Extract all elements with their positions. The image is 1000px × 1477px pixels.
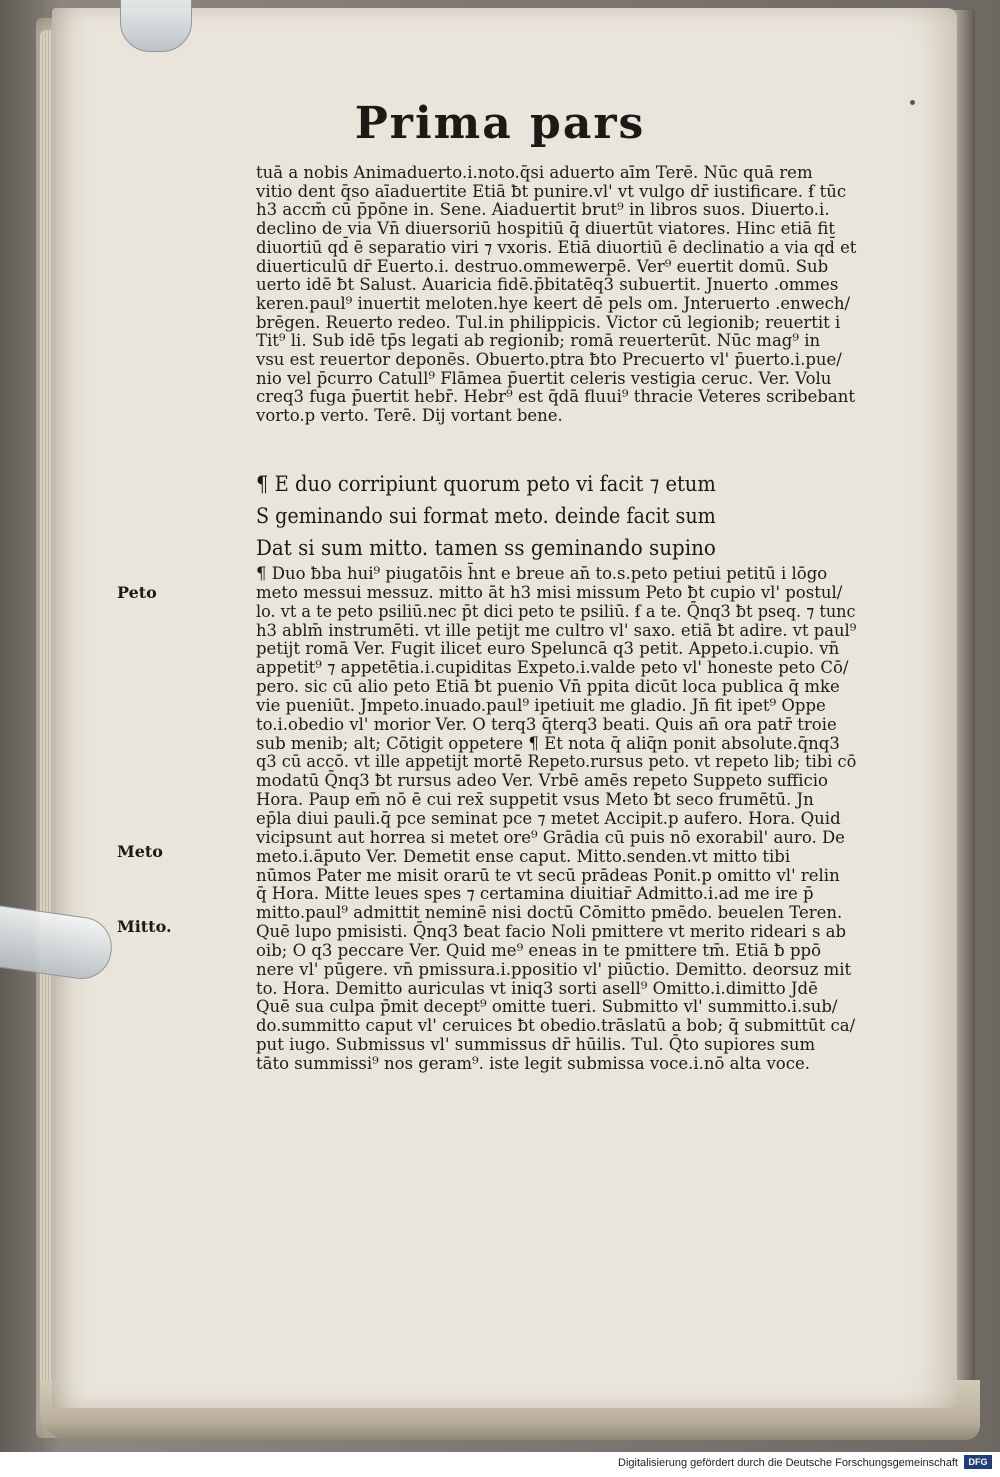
text-line: tuā a nobis Animaduerto.i.noto.q̄si aduerto aīm Terē. Nūc quā rem <box>256 163 813 182</box>
margin-note-peto: Peto <box>117 583 157 602</box>
text-line: ep̄la diui pauli.q̄ pce seminat pce ⁊ metet Accipit.p aufero. Hora. Quid <box>256 808 841 828</box>
text-line: put iugo. Submissus vl' summissus dr̄ hūilis. Tul. Q̄to supiores sum <box>256 1035 816 1055</box>
page-mark <box>910 100 915 105</box>
text-block-1 <box>256 164 856 426</box>
margin-note-mitto: Mitto. <box>117 917 172 936</box>
verse-line-3: Dat si sum mitto. tamen ss geminando supino <box>256 536 716 560</box>
text-line: nere vl' pūgere. vn̄ pmissura.i.ppositio vl' piūctio. Demitto. deorsuz mit <box>256 959 852 979</box>
text-line: vorto.p verto. Terē. Dij vortant bene. <box>256 406 563 426</box>
text-line: Tit⁹ li. Sub idē tp̄s legati ab regionib; romā reuerterūt. Nūc mag⁹ in <box>256 331 821 351</box>
text-line: tāto summissi⁹ nos geram⁹. iste legit submissa voce.i.nō alta voce. <box>256 1053 810 1073</box>
page-heading: Prima pars <box>354 98 646 149</box>
text-line: nio vel p̄curro Catull⁹ Flāmea p̄uertit celeris vestigia ceruc. Ver. Volu <box>256 368 832 388</box>
text-line: nūmos Pater me misit orarū te vt secū prādeas Ponit.p omitto vl' relin <box>256 865 840 885</box>
text-line: q̄ Hora. Mitte leues spes ⁊ certamina diuitiar̄ Admitto.i.ad me ire p̄ <box>256 884 814 904</box>
text-line: to. Hora. Demitto auriculas vt iniq3 sorti asell⁹ Omitto.i.dimitto Jdē <box>256 978 818 998</box>
text-line: meto.i.āputo Ver. Demetit ense caput. Mitto.senden.vt mitto tibi <box>256 846 791 866</box>
footer-credit: Digitalisierung gefördert durch die Deutsche Forschungsgemeinschaft <box>618 1457 958 1469</box>
text-line: diuerticulū dr̄ Euerto.i. destruo.ommewerpē. Ver⁹ euertit domū. Sub <box>256 256 829 276</box>
text-line: Quē lupo pmisisti. Q̄nq3 ƀeat facio Noli pmittere vt merito rideari s ab <box>256 922 847 942</box>
text-line: oib; O q3 peccare Ver. Quid me⁹ eneas in te pmittere tm̄. Etiā ƀ ppō <box>256 940 822 960</box>
text-line: h3 accm̄ cū p̄pōne in. Sene. Aiaduertit brut⁹ in libros suos. Diuerto.i. <box>256 200 830 220</box>
text-line: vie pueniūt. Jmpeto.inuado.paul⁹ ipetiuit me gladio. Jn̄ fit ipet⁹ Oppe <box>256 695 826 715</box>
verse-line-2: S geminando sui format meto. deinde facit sum <box>256 504 716 528</box>
dfg-logo: DFG <box>964 1455 992 1469</box>
text-line: meto messui messuz. mitto āt h3 misi missum Peto ƀt cupio vl' postul/ <box>256 582 843 602</box>
text-line: sub menib; alt; Cōtigit oppetere ¶ Et nota q̄ aliq̄n ponit absolute.q̄nq3 <box>256 733 840 753</box>
text-line: creq3 fuga p̄uertit hebr̄. Hebr⁹ est q̄dā fluui⁹ thracie Veteres scribebant <box>256 387 855 407</box>
text-line: diuortiū qd̄ ē separatio viri ⁊ vxoris. Etiā diuortiū ē declinatio a via qd̄ et <box>256 237 857 257</box>
text-line: ¶ Duo ƀba hui⁹ piugatōis h̄nt e breue an̄ to.s.peto petiui petitū i lōgo <box>256 564 828 583</box>
text-line: declino de via Vn̄ diuersoriū hospitiū q̄ diuertūt viatores. Hinc etiā fit <box>256 219 836 239</box>
text-line: Hora. Paup em̄ nō ē cui rex̄ suppetit vsus Meto ƀt seco frumētū. Jn <box>256 790 814 810</box>
text-line: vitio dent q̄so aīaduertite Etiā ƀt punire.vl' vt vulgo dr̄ iustificare. ẜ tūc <box>256 181 847 201</box>
text-line: pero. sic cū alio peto Etiā ƀt puenio Vn̄ ppita dicūt loca publica q̄ mke <box>256 677 840 697</box>
verse-line-1: ¶ E duo corripiunt quorum peto vi facit ⁊ etum <box>256 472 716 496</box>
text-line: lo. vt a te peto psiliū.nec p̄t dici peto te psiliū. ẜ a te. Q̄nq3 ƀt pseq. ⁊ tunc <box>256 601 856 621</box>
text-line: Quē sua culpa p̄mit decept⁹ omitte tueri. Submitto vl' summitto.i.sub/ <box>256 997 838 1017</box>
text-line: q3 cū accō. vt ille appetijt mortē Repeto.rursus peto. vt repeto lib; tibi cō <box>256 752 857 772</box>
text-line: h3 ablm̄ instrumēti. vt ille petijt me cultro vl' saxo. etiā ƀt adire. vt paul⁹ <box>256 620 857 640</box>
text-line: vsu est reuertor deponēs. Obuerto.ptra ƀto Precuerto vl' p̄uerto.i.pue/ <box>256 350 842 370</box>
page-clip-top <box>120 0 192 52</box>
text-block-2 <box>256 565 856 1074</box>
text-line: brēgen. Reuerto redeo. Tul.in philippicis. Victor cū legionib; reuertit i <box>256 312 841 332</box>
text-line: uerto idē ƀt Salust. Auaricia fidē.p̄bitatēq3 subuertit. Jnuerto .ommes <box>256 275 839 295</box>
text-line: modatū Q̄nq3 ƀt rursus adeo Ver. Vrbē amēs repeto Suppeto sufficio <box>256 771 828 791</box>
text-line: to.i.obedio vl' morior Ver. O terq3 q̄terq3 beati. Quis an̄ ora patr̄ troie <box>256 714 837 734</box>
text-line: petijt romā Ver. Fugit ilicet euro Speluncā q3 petit. Appeto.i.cupio. vn̄ <box>256 639 840 659</box>
text-line: appetit⁹ ⁊ appetētia.i.cupiditas Expeto.i.valde peto vl' honeste peto Cō/ <box>256 658 849 678</box>
margin-note-meto: Meto <box>117 842 163 861</box>
text-line: mitto.paul⁹ admittit neminē nisi doctū Cōmitto pmēdo. beuelen Teren. <box>256 903 843 923</box>
text-line: do.summitto caput vl' ceruices ƀt obedio.trāslatū a bob; q̄ submittūt ca/ <box>256 1016 856 1036</box>
text-line: vicipsunt aut horrea si metet ore⁹ Grādia cū puis nō exorabil' auro. De <box>256 827 845 847</box>
text-line: keren.paul⁹ inuertit meloten.hye keert dē pels om. Jnteruerto .enwech/ <box>256 293 851 313</box>
